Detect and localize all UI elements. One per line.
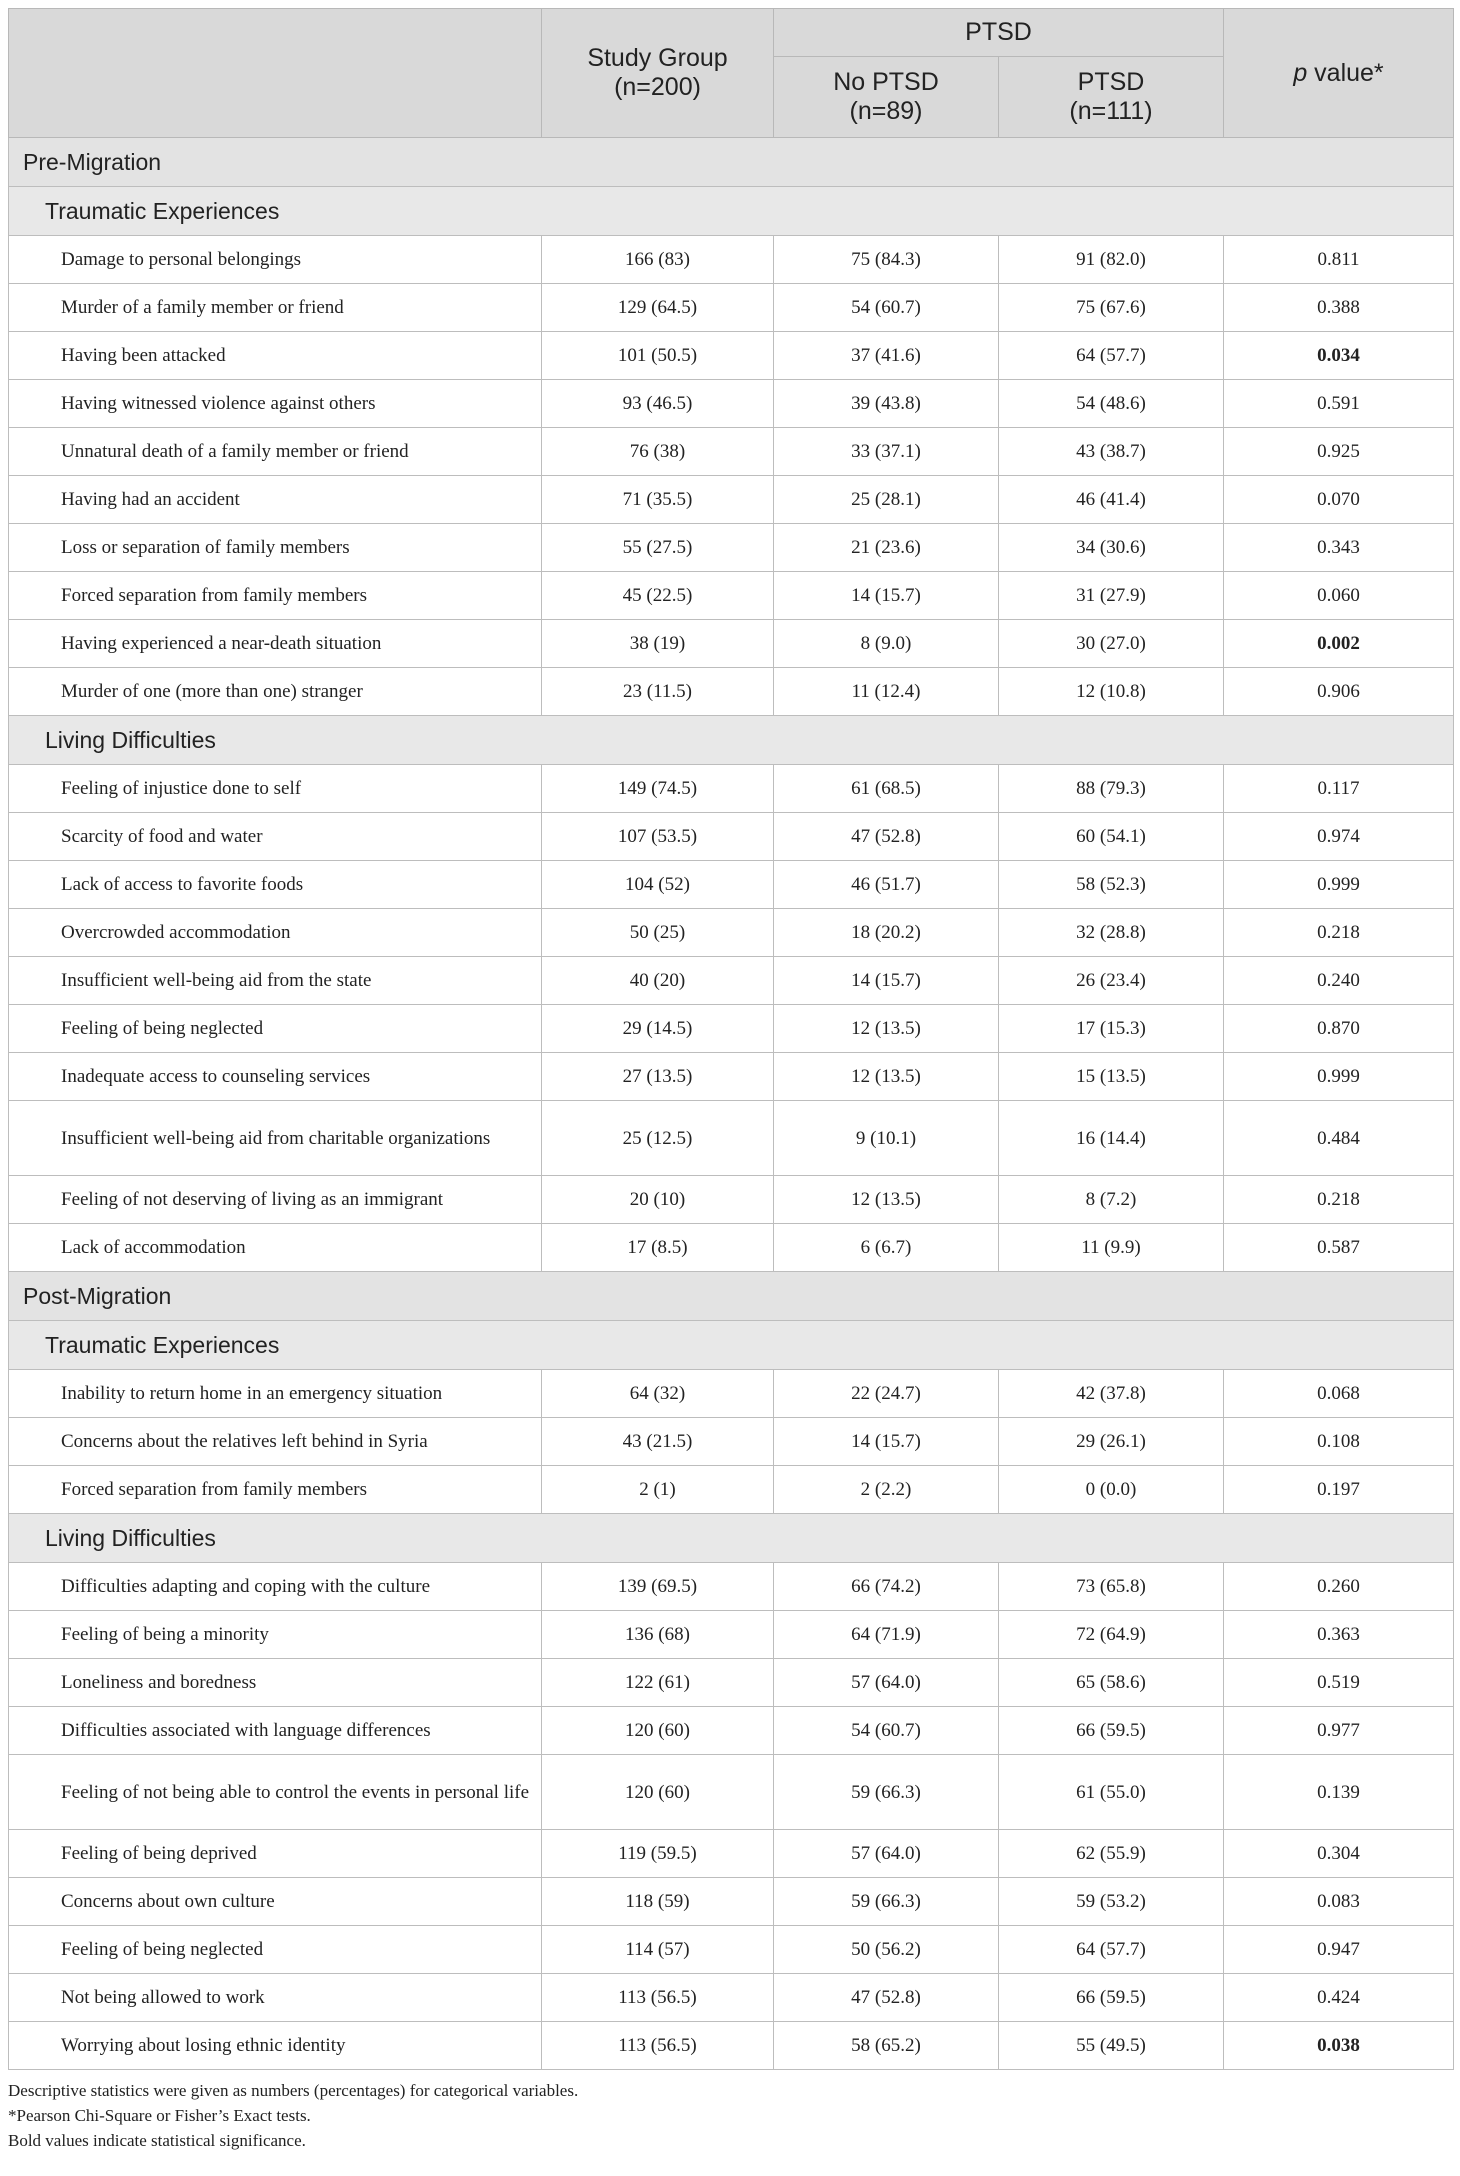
ptsd-value: 59 (53.2) [999, 1878, 1224, 1926]
p-value: 0.363 [1224, 1611, 1454, 1659]
no-ptsd-value: 14 (15.7) [774, 1418, 999, 1466]
p-value: 0.811 [1224, 236, 1454, 284]
study-group-value: 20 (10) [542, 1176, 774, 1224]
footnote: Bold values indicate statistical significance. [8, 2131, 306, 2150]
p-value: 0.999 [1224, 861, 1454, 909]
table-row [9, 765, 1454, 813]
p-value: 0.240 [1224, 957, 1454, 1005]
ptsd-value: 91 (82.0) [999, 236, 1224, 284]
table-row [9, 1659, 1454, 1707]
ptsd-value: 55 (49.5) [999, 2022, 1224, 2070]
p-value: 0.424 [1224, 1974, 1454, 2022]
row-label: Loneliness and boredness [9, 1659, 542, 1707]
ptsd-value: 32 (28.8) [999, 909, 1224, 957]
table-row [9, 1563, 1454, 1611]
row-label: Feeling of being neglected [9, 1926, 542, 1974]
ptsd-value: 46 (41.4) [999, 476, 1224, 524]
no-ptsd-value: 59 (66.3) [774, 1878, 999, 1926]
row-label: Not being allowed to work [9, 1974, 542, 2022]
p-value: 0.343 [1224, 524, 1454, 572]
study-group-value: 139 (69.5) [542, 1563, 774, 1611]
study-group-value: 76 (38) [542, 428, 774, 476]
no-ptsd-value: 9 (10.1) [774, 1101, 999, 1176]
no-ptsd-value: 11 (12.4) [774, 668, 999, 716]
no-ptsd-value: 21 (23.6) [774, 524, 999, 572]
study-group-value: 38 (19) [542, 620, 774, 668]
row-label: Feeling of being a minority [9, 1611, 542, 1659]
p-value: 0.038 [1224, 2022, 1454, 2070]
no-ptsd-value: 14 (15.7) [774, 572, 999, 620]
no-ptsd-value: 46 (51.7) [774, 861, 999, 909]
subsection-title: Living Difficulties [9, 716, 1454, 765]
table-container [8, 8, 1453, 2153]
table-row [9, 1878, 1454, 1926]
ptsd-value: 42 (37.8) [999, 1370, 1224, 1418]
p-value: 0.108 [1224, 1418, 1454, 1466]
no-ptsd-value: 33 (37.1) [774, 428, 999, 476]
study-group-value: 17 (8.5) [542, 1224, 774, 1272]
no-ptsd-value: 61 (68.5) [774, 765, 999, 813]
p-value: 0.304 [1224, 1830, 1454, 1878]
p-value: 0.925 [1224, 428, 1454, 476]
table-row [9, 668, 1454, 716]
no-ptsd-value: 47 (52.8) [774, 813, 999, 861]
row-label: Forced separation from family members [9, 572, 542, 620]
ptsd-value: 72 (64.9) [999, 1611, 1224, 1659]
table-row [9, 1926, 1454, 1974]
table-row [9, 909, 1454, 957]
row-label: Feeling of being deprived [9, 1830, 542, 1878]
row-label: Concerns about the relatives left behind in Syria [9, 1418, 542, 1466]
p-value: 0.218 [1224, 909, 1454, 957]
header-blank-cell [9, 9, 542, 138]
study-group-value: 120 (60) [542, 1707, 774, 1755]
study-group-value: 29 (14.5) [542, 1005, 774, 1053]
ptsd-value: 30 (27.0) [999, 620, 1224, 668]
p-value: 0.197 [1224, 1466, 1454, 1514]
study-group-value: 64 (32) [542, 1370, 774, 1418]
study-group-value: 166 (83) [542, 236, 774, 284]
study-group-value: 71 (35.5) [542, 476, 774, 524]
row-label: Difficulties associated with language differences [9, 1707, 542, 1755]
table-body [9, 138, 1454, 2070]
p-value: 0.218 [1224, 1176, 1454, 1224]
row-label: Murder of one (more than one) stranger [9, 668, 542, 716]
p-value: 0.083 [1224, 1878, 1454, 1926]
row-label: Insufficient well-being aid from charitable organizations [9, 1101, 542, 1176]
row-label: Difficulties adapting and coping with the culture [9, 1563, 542, 1611]
table-row [9, 380, 1454, 428]
table-row [9, 1466, 1454, 1514]
header-p-italic: p [1293, 58, 1308, 87]
no-ptsd-value: 12 (13.5) [774, 1053, 999, 1101]
ptsd-value: 61 (55.0) [999, 1755, 1224, 1830]
study-group-value: 122 (61) [542, 1659, 774, 1707]
no-ptsd-value: 54 (60.7) [774, 284, 999, 332]
study-group-value: 93 (46.5) [542, 380, 774, 428]
section-row [9, 138, 1454, 187]
row-label: Feeling of not deserving of living as an immigrant [9, 1176, 542, 1224]
study-group-value: 149 (74.5) [542, 765, 774, 813]
no-ptsd-value: 18 (20.2) [774, 909, 999, 957]
no-ptsd-value: 64 (71.9) [774, 1611, 999, 1659]
no-ptsd-value: 47 (52.8) [774, 1974, 999, 2022]
ptsd-value: 43 (38.7) [999, 428, 1224, 476]
header-ptsd [999, 57, 1224, 138]
p-value: 0.484 [1224, 1101, 1454, 1176]
p-value: 0.870 [1224, 1005, 1454, 1053]
p-value: 0.034 [1224, 332, 1454, 380]
study-group-value: 136 (68) [542, 1611, 774, 1659]
row-label: Inability to return home in an emergency situation [9, 1370, 542, 1418]
table-row [9, 861, 1454, 909]
row-label: Feeling of injustice done to self [9, 765, 542, 813]
section-title: Pre-Migration [9, 138, 1454, 187]
data-table [8, 8, 1454, 2070]
ptsd-value: 17 (15.3) [999, 1005, 1224, 1053]
table-row [9, 1974, 1454, 2022]
no-ptsd-value: 57 (64.0) [774, 1830, 999, 1878]
subsection-row [9, 1321, 1454, 1370]
p-value: 0.070 [1224, 476, 1454, 524]
p-value: 0.060 [1224, 572, 1454, 620]
row-label: Damage to personal belongings [9, 236, 542, 284]
study-group-value: 113 (56.5) [542, 1974, 774, 2022]
row-label: Forced separation from family members [9, 1466, 542, 1514]
subsection-title: Traumatic Experiences [9, 1321, 1454, 1370]
table-row [9, 1755, 1454, 1830]
study-group-value: 101 (50.5) [542, 332, 774, 380]
row-label: Insufficient well-being aid from the state [9, 957, 542, 1005]
subsection-row [9, 1514, 1454, 1563]
no-ptsd-value: 54 (60.7) [774, 1707, 999, 1755]
study-group-value: 45 (22.5) [542, 572, 774, 620]
study-group-value: 23 (11.5) [542, 668, 774, 716]
p-value: 0.977 [1224, 1707, 1454, 1755]
subsection-title: Traumatic Experiences [9, 187, 1454, 236]
p-value: 0.139 [1224, 1755, 1454, 1830]
p-value: 0.260 [1224, 1563, 1454, 1611]
table-row [9, 1830, 1454, 1878]
subsection-title: Living Difficulties [9, 1514, 1454, 1563]
ptsd-value: 31 (27.9) [999, 572, 1224, 620]
header-ptsd-group: PTSD [774, 9, 1224, 57]
ptsd-value: 88 (79.3) [999, 765, 1224, 813]
table-row [9, 332, 1454, 380]
header-p-value [1224, 9, 1454, 138]
row-label: Murder of a family member or friend [9, 284, 542, 332]
table-row [9, 476, 1454, 524]
ptsd-value: 54 (48.6) [999, 380, 1224, 428]
no-ptsd-value: 22 (24.7) [774, 1370, 999, 1418]
ptsd-value: 8 (7.2) [999, 1176, 1224, 1224]
table-row [9, 1370, 1454, 1418]
row-label: Worrying about losing ethnic identity [9, 2022, 542, 2070]
table-row [9, 1101, 1454, 1176]
table-row [9, 813, 1454, 861]
no-ptsd-value: 75 (84.3) [774, 236, 999, 284]
p-value: 0.587 [1224, 1224, 1454, 1272]
ptsd-value: 65 (58.6) [999, 1659, 1224, 1707]
study-group-value: 50 (25) [542, 909, 774, 957]
p-value: 0.519 [1224, 1659, 1454, 1707]
section-row [9, 1272, 1454, 1321]
header-no-ptsd [774, 57, 999, 138]
ptsd-value: 34 (30.6) [999, 524, 1224, 572]
row-label: Concerns about own culture [9, 1878, 542, 1926]
table-row [9, 1224, 1454, 1272]
study-group-value: 43 (21.5) [542, 1418, 774, 1466]
no-ptsd-value: 58 (65.2) [774, 2022, 999, 2070]
study-group-value: 25 (12.5) [542, 1101, 774, 1176]
row-label: Having witnessed violence against others [9, 380, 542, 428]
no-ptsd-value: 66 (74.2) [774, 1563, 999, 1611]
table-row [9, 2022, 1454, 2070]
ptsd-value: 66 (59.5) [999, 1707, 1224, 1755]
header-p-rest: value* [1307, 58, 1384, 87]
ptsd-value: 11 (9.9) [999, 1224, 1224, 1272]
footnotes [8, 2078, 1453, 2153]
study-group-value: 118 (59) [542, 1878, 774, 1926]
no-ptsd-value: 25 (28.1) [774, 476, 999, 524]
table-row [9, 1176, 1454, 1224]
ptsd-value: 60 (54.1) [999, 813, 1224, 861]
table-row [9, 524, 1454, 572]
p-value: 0.974 [1224, 813, 1454, 861]
table-row [9, 236, 1454, 284]
ptsd-value: 75 (67.6) [999, 284, 1224, 332]
footnote: *Pearson Chi-Square or Fisher’s Exact tests. [8, 2106, 311, 2125]
study-group-value: 27 (13.5) [542, 1053, 774, 1101]
ptsd-value: 64 (57.7) [999, 1926, 1224, 1974]
table-row [9, 284, 1454, 332]
row-label: Inadequate access to counseling services [9, 1053, 542, 1101]
row-label: Lack of accommodation [9, 1224, 542, 1272]
ptsd-value: 58 (52.3) [999, 861, 1224, 909]
study-group-value: 120 (60) [542, 1755, 774, 1830]
p-value: 0.906 [1224, 668, 1454, 716]
no-ptsd-value: 59 (66.3) [774, 1755, 999, 1830]
row-label: Having had an accident [9, 476, 542, 524]
p-value: 0.591 [1224, 380, 1454, 428]
study-group-value: 114 (57) [542, 1926, 774, 1974]
no-ptsd-value: 14 (15.7) [774, 957, 999, 1005]
row-label: Lack of access to favorite foods [9, 861, 542, 909]
ptsd-value: 29 (26.1) [999, 1418, 1224, 1466]
study-group-value: 55 (27.5) [542, 524, 774, 572]
ptsd-value: 66 (59.5) [999, 1974, 1224, 2022]
row-label: Feeling of being neglected [9, 1005, 542, 1053]
no-ptsd-value: 2 (2.2) [774, 1466, 999, 1514]
p-value: 0.999 [1224, 1053, 1454, 1101]
header-study-group [542, 9, 774, 138]
ptsd-value: 12 (10.8) [999, 668, 1224, 716]
section-title: Post-Migration [9, 1272, 1454, 1321]
row-label: Having experienced a near-death situation [9, 620, 542, 668]
ptsd-value: 73 (65.8) [999, 1563, 1224, 1611]
table-row [9, 1005, 1454, 1053]
row-label: Feeling of not being able to control the events in personal life [9, 1755, 542, 1830]
no-ptsd-value: 12 (13.5) [774, 1176, 999, 1224]
no-ptsd-value: 8 (9.0) [774, 620, 999, 668]
study-group-value: 119 (59.5) [542, 1830, 774, 1878]
row-label: Unnatural death of a family member or friend [9, 428, 542, 476]
row-label: Scarcity of food and water [9, 813, 542, 861]
no-ptsd-value: 12 (13.5) [774, 1005, 999, 1053]
header-no-ptsd-text: No PTSD (n=89) [833, 68, 939, 125]
p-value: 0.002 [1224, 620, 1454, 668]
ptsd-value: 15 (13.5) [999, 1053, 1224, 1101]
table-row [9, 1053, 1454, 1101]
table-row [9, 1418, 1454, 1466]
table-row [9, 1611, 1454, 1659]
row-label: Loss or separation of family members [9, 524, 542, 572]
subsection-row [9, 716, 1454, 765]
study-group-value: 113 (56.5) [542, 2022, 774, 2070]
study-group-value: 104 (52) [542, 861, 774, 909]
table-row [9, 957, 1454, 1005]
ptsd-value: 16 (14.4) [999, 1101, 1224, 1176]
table-row [9, 428, 1454, 476]
p-value: 0.068 [1224, 1370, 1454, 1418]
study-group-value: 40 (20) [542, 957, 774, 1005]
study-group-value: 129 (64.5) [542, 284, 774, 332]
row-label: Overcrowded accommodation [9, 909, 542, 957]
subsection-row [9, 187, 1454, 236]
footnote: Descriptive statistics were given as numbers (percentages) for categorical variables. [8, 2081, 579, 2100]
table-header [9, 9, 1454, 138]
row-label: Having been attacked [9, 332, 542, 380]
table-row [9, 1707, 1454, 1755]
no-ptsd-value: 39 (43.8) [774, 380, 999, 428]
p-value: 0.117 [1224, 765, 1454, 813]
p-value: 0.388 [1224, 284, 1454, 332]
no-ptsd-value: 57 (64.0) [774, 1659, 999, 1707]
no-ptsd-value: 50 (56.2) [774, 1926, 999, 1974]
ptsd-value: 0 (0.0) [999, 1466, 1224, 1514]
no-ptsd-value: 37 (41.6) [774, 332, 999, 380]
table-row [9, 572, 1454, 620]
study-group-value: 107 (53.5) [542, 813, 774, 861]
study-group-value: 2 (1) [542, 1466, 774, 1514]
no-ptsd-value: 6 (6.7) [774, 1224, 999, 1272]
table-row [9, 620, 1454, 668]
header-study-group-text: Study Group (n=200) [587, 44, 728, 101]
ptsd-value: 26 (23.4) [999, 957, 1224, 1005]
p-value: 0.947 [1224, 1926, 1454, 1974]
ptsd-value: 64 (57.7) [999, 332, 1224, 380]
ptsd-value: 62 (55.9) [999, 1830, 1224, 1878]
header-ptsd-text: PTSD (n=111) [1069, 68, 1153, 125]
